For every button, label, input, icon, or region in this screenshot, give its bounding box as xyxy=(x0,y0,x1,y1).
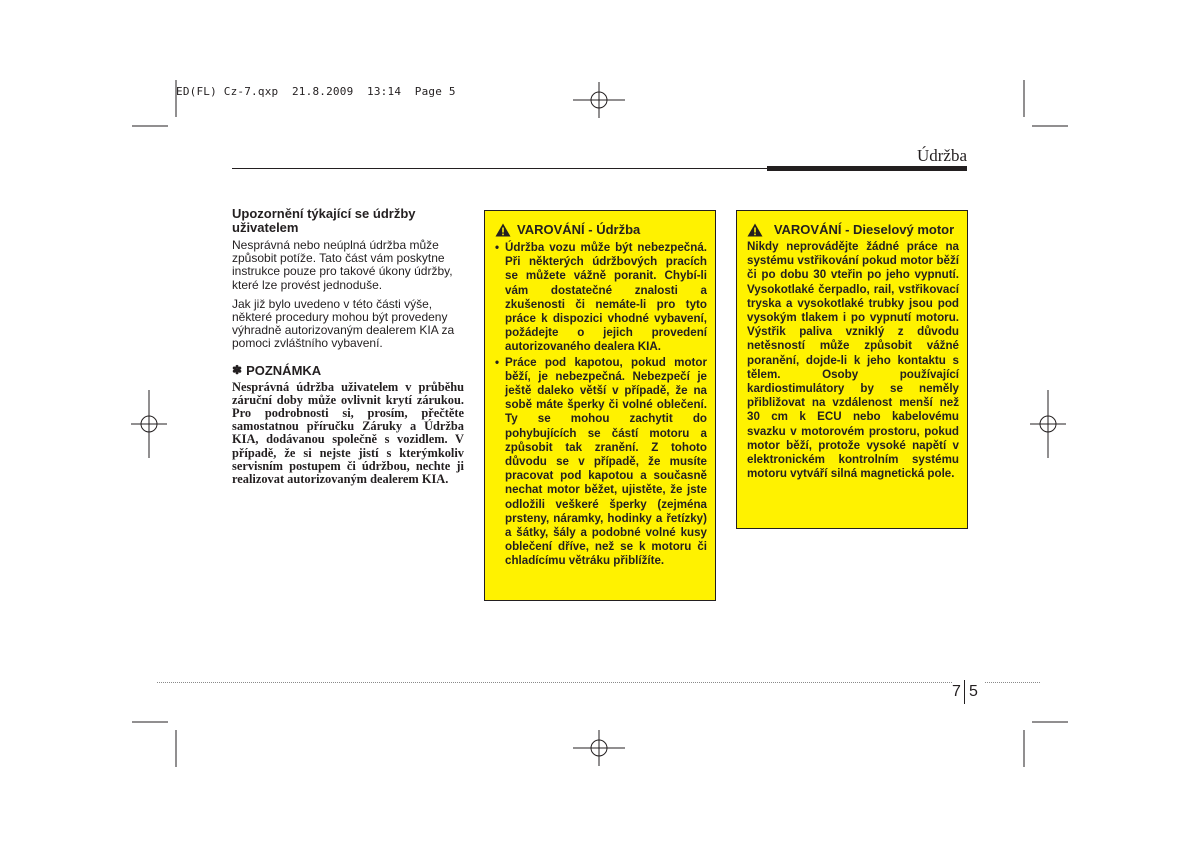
warning-title-row xyxy=(747,223,959,237)
left-column xyxy=(232,207,464,486)
warning-triangle-icon xyxy=(747,223,763,237)
chapter-number: 7 xyxy=(952,683,961,700)
header-rule-accent xyxy=(767,166,967,171)
section-title: Údržba xyxy=(916,146,967,165)
warning-list xyxy=(495,241,707,569)
intro-paragraph: Nesprávná nebo neúplná údržba může způsobit potíže. Tato část vám poskytne instrukce pouze pro takové úkony údržby, které lze provést jednoduše. xyxy=(232,238,453,292)
note-heading-label: POZNÁMKA xyxy=(246,362,322,378)
warning-box-diesel xyxy=(736,210,968,529)
warning-title-row xyxy=(495,223,707,237)
list-item: • Práce pod kapotou, pokud motor běží, je nebezpečná. Nebezpečí je ještě daleko větší v případě, že na sobě máte šperky či volné oblečení. Ty se mohou zachytit do pohybujících se částí motoru a způsobit tak zranění. Z tohoto důvodu se v případě, že musíte pracovat pod kapotou a současně nechat motor běžet, ujistěte, že jste odložili veškeré šperky (zejména prsteny, náramky, hodinky a řetízky) a šátky, šály a podobné volné kusy oblečení dříve, než se k motoru či chladícímu větráku přiblížíte. xyxy=(495,356,707,569)
section-heading: Upozornění týkající se údržby uživatelem xyxy=(232,206,416,235)
page-number: 5 xyxy=(969,683,978,700)
asterisk-icon: ✽ xyxy=(232,363,243,378)
list-item: • Údržba vozu může být nebezpečná. Při některých údržbových pracích se můžete vážně poranit. Chybí-li vám dostatečné znalosti a zkušenosti či nemáte-li pro tyto práce k dispozici vhodné vybavení, požádejte o jejich provedení autorizovaného dealera KIA. xyxy=(495,241,707,355)
warning-text: Nikdy neprovádějte žádné práce na systému vstřikování pokud motor běží či po dobu 30 vteřin po jeho vypnutí. Vysokotlaké čerpadlo, rail, vstřikovací tryska a vysokotlaké trubky jsou pod vysokým tlakem i po vypnutí motoru. Výstřik paliva vzniklý z důvodu netěsností může způsobit vážné poranění, dojde-li k jeho kontaktu s tělem. Osoby používající kardiostimulátory by se neměly přibližovat na vzdálenost menší než 30 cm k ECU nebo kabelovému svazku v motorovém prostoru, pokud motor běží, protože vysoké napětí v elektronickém kontrolním systému motoru vytváří silná magnetická pole. xyxy=(747,240,959,481)
warning-box-maintenance xyxy=(484,210,716,601)
page-number-divider xyxy=(964,680,965,704)
print-slug: ED(FL) Cz-7.qxp 21.8.2009 13:14 Page 5 xyxy=(176,85,456,98)
warning-triangle-icon xyxy=(495,223,511,237)
registration-mark-top xyxy=(573,82,625,118)
note-heading xyxy=(232,363,464,378)
footer-dotted-rule xyxy=(985,682,1040,683)
registration-mark-left xyxy=(131,390,167,458)
warning-title: VAROVÁNÍ - Údržba xyxy=(517,222,641,237)
dealer-paragraph: Jak již bylo uvedeno v této části výše, některé procedury mohou být provedeny výhradně autorizovaným dealerem KIA za pomoci zvláštního vybavení. xyxy=(232,296,455,351)
registration-mark-bottom xyxy=(573,730,625,766)
note-text: Nesprávná údržba uživatelem v průběhu záruční doby může ovlivnit krytí zárukou. Pro podrobnosti si, prosím, přečtěte samostatnou příručku Záruky a Údržba KIA, dodávanou společně s vozidlem. V případě, že si nejste jistí s kterýmkoliv servisním postupem či údržbou, nechte ji realizovat autorizovaným dealerem KIA. xyxy=(232,379,464,487)
registration-mark-right xyxy=(1030,390,1066,458)
warning-title: VAROVÁNÍ - Dieselový motor xyxy=(773,222,955,237)
footer-dotted-rule xyxy=(157,682,952,683)
